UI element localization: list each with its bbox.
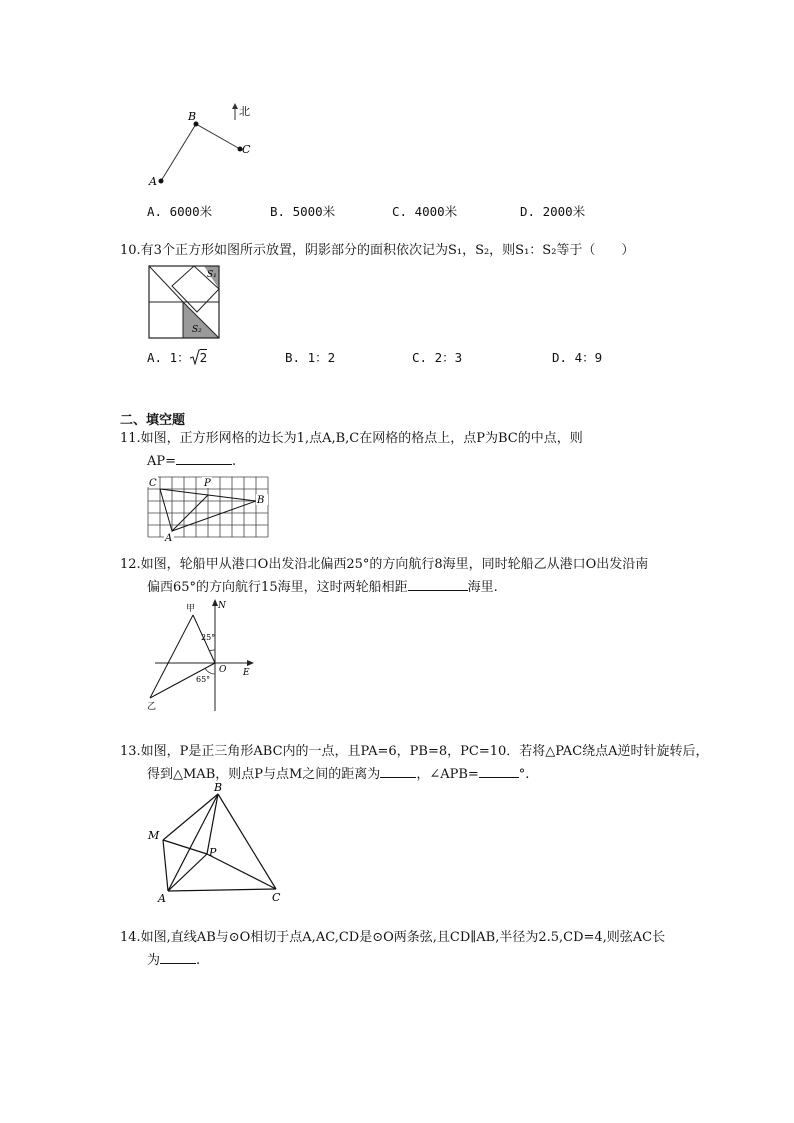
q10-stem: 10.有3个正方形如图所示放置，阴影部分的面积依次记为S₁，S₂，则S₁：S₂等于（ ） [120,243,635,258]
q11-label-a: A [165,533,173,544]
q10-option-a-prefix: A. 1： [147,350,190,365]
q9-north-label: 北 [239,105,250,118]
q13-label-p: P [209,846,217,859]
q11-label-c: C [149,478,157,489]
q14-line2 [147,951,200,969]
q12-line1: 12.如图，轮船甲从港口O出发沿北偏西25°的方向航行8海里，同时轮船乙从港口O出发沿南 [120,557,649,572]
q9-label-b: B [188,110,197,123]
q14-suffix: . [196,953,201,968]
q10-option-a-root: 2 [199,350,208,365]
section-title: 二、填空题 [120,413,186,428]
q10-option-c[interactable]: C. 2：3 [412,350,463,365]
q9-figure [143,98,258,190]
q13-answer-blank-1[interactable] [380,765,416,778]
q9-option-c[interactable]: C. 4000米 [392,204,458,219]
q9-option-b[interactable]: B. 5000米 [270,204,336,219]
q13-figure [145,782,290,904]
q11-label-b: B [257,495,265,506]
q11-line1: 11.如图，正方形网格的边长为1,点A,B,C在网格的格点上，点P为BC的中点，则 [120,431,583,446]
q10-label-s2: S₂ [192,325,202,335]
q12-angle-65: 65° [196,675,211,684]
q10-option-b[interactable]: B. 1：2 [285,350,336,365]
q13-label-a: A [158,892,166,904]
q11-label-p: P [204,478,211,489]
q12-label-n: N [218,601,226,611]
q9-segment-ab [161,124,196,181]
q9-label-a: A [149,175,157,188]
q12-prefix: 偏西65°的方向航行15海里，这时两轮船相距 [147,580,408,595]
q10-figure [147,264,221,340]
q14-line1: 14.如图,直线AB与⊙O相切于点A,AC,CD是⊙O两条弦,且CD∥AB,半径为2.5,CD=4,则弦AC长 [120,930,666,945]
q11-answer-blank[interactable] [176,452,232,465]
q10-option-a[interactable] [147,348,207,366]
q13-middle: ，∠APB= [416,767,479,782]
q11-suffix: . [232,454,237,469]
q9-point-a [159,179,164,184]
q12-label-yi: 乙 [147,702,157,712]
q12-label-o: O [219,665,227,675]
q12-answer-blank[interactable] [408,578,468,591]
q11-line2 [147,452,236,470]
q13-prefix: 得到△MAB，则点P与点M之间的距离为 [147,767,381,782]
q12-label-e: E [243,668,250,678]
sqrt-icon [190,349,208,365]
q13-label-m: M [148,829,160,842]
q14-prefix: 为 [147,953,161,968]
q12-suffix: 海里. [467,580,498,595]
q13-suffix: °. [518,767,530,782]
q13-line2 [147,765,529,783]
q13-label-c: C [272,891,281,904]
q13-label-b: B [214,782,223,794]
q9-segment-bc [196,124,240,149]
q10-label-s1: S₁ [207,270,217,280]
q14-answer-blank[interactable] [160,951,196,964]
q12-angle-25: 25° [201,633,216,642]
q12-label-jia: 甲 [186,604,196,614]
q12-line2 [147,578,498,596]
q12-figure [145,598,260,713]
q9-label-c: C [242,143,251,156]
q10-option-d[interactable]: D. 4：9 [552,350,603,365]
q11-prefix: AP= [147,454,177,469]
q9-option-a[interactable]: A. 6000米 [147,204,213,219]
q11-figure [146,475,270,545]
q9-option-d[interactable]: D. 2000米 [520,204,586,219]
q13-line1: 13.如图，P是正三角形ABC内的一点，且PA=6，PB=8，PC=10．若将△PAC绕点A逆时针旋转后， [120,744,709,759]
q13-answer-blank-2[interactable] [479,765,519,778]
